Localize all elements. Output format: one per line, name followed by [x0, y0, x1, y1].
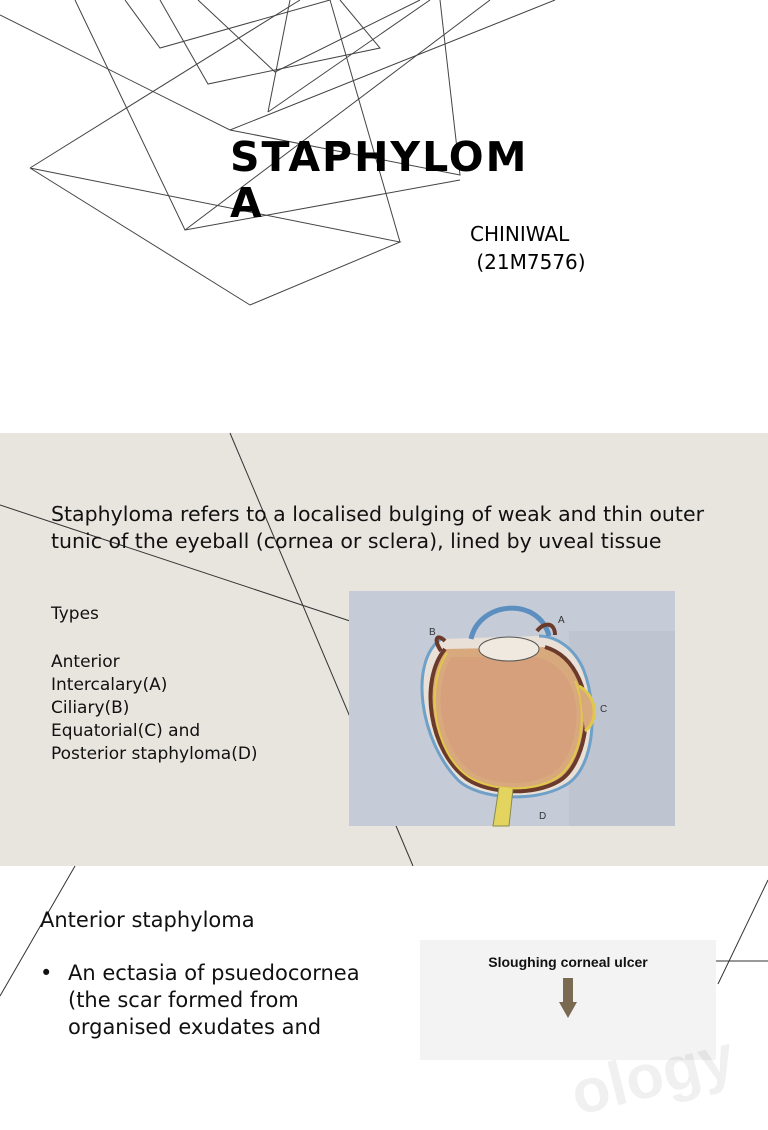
- types-list: [51, 651, 258, 766]
- type-item: Ciliary(B): [51, 698, 130, 718]
- pathogenesis-flowchart: [420, 940, 742, 1129]
- bullet-item: [40, 960, 400, 1041]
- staphyloma-definition: Staphyloma refers to a localised bulging of weak and thin outer tunic of the eyeball (cornea or sclera), lined by uveal tissue: [51, 502, 705, 553]
- diagram-label-a: A: [558, 615, 565, 626]
- diagram-label-c: C: [600, 704, 608, 715]
- anterior-staphyloma-slide: [0, 866, 768, 1129]
- title-slide: [0, 0, 768, 433]
- down-arrow-icon: [559, 978, 577, 1018]
- type-item: Anterior: [51, 652, 120, 672]
- type-item: Posterior staphyloma(D): [51, 744, 258, 764]
- bullet-text: An ectasia of psuedocornea (the scar formed from organised exudates and: [68, 961, 360, 1039]
- diagram-label-b: B: [429, 627, 436, 638]
- type-item: Equatorial(C) and: [51, 721, 201, 741]
- flowchart-step-label: Sloughing corneal ulcer: [488, 954, 648, 970]
- eyeball-staphyloma-diagram: [349, 591, 675, 826]
- bullet-icon: •: [40, 961, 53, 985]
- author-name: CHINIWAL (21M7576): [470, 222, 586, 274]
- slide-title: STAPHYLOM A: [230, 133, 529, 227]
- types-heading: Types: [51, 604, 99, 624]
- definition-slide: [0, 433, 768, 866]
- diagram-label-d: D: [539, 811, 547, 822]
- section-heading: Anterior staphyloma: [40, 908, 255, 932]
- type-item: Intercalary(A): [51, 675, 168, 695]
- bullet-list: [40, 960, 400, 1041]
- watermark-text: ology: [564, 1022, 742, 1129]
